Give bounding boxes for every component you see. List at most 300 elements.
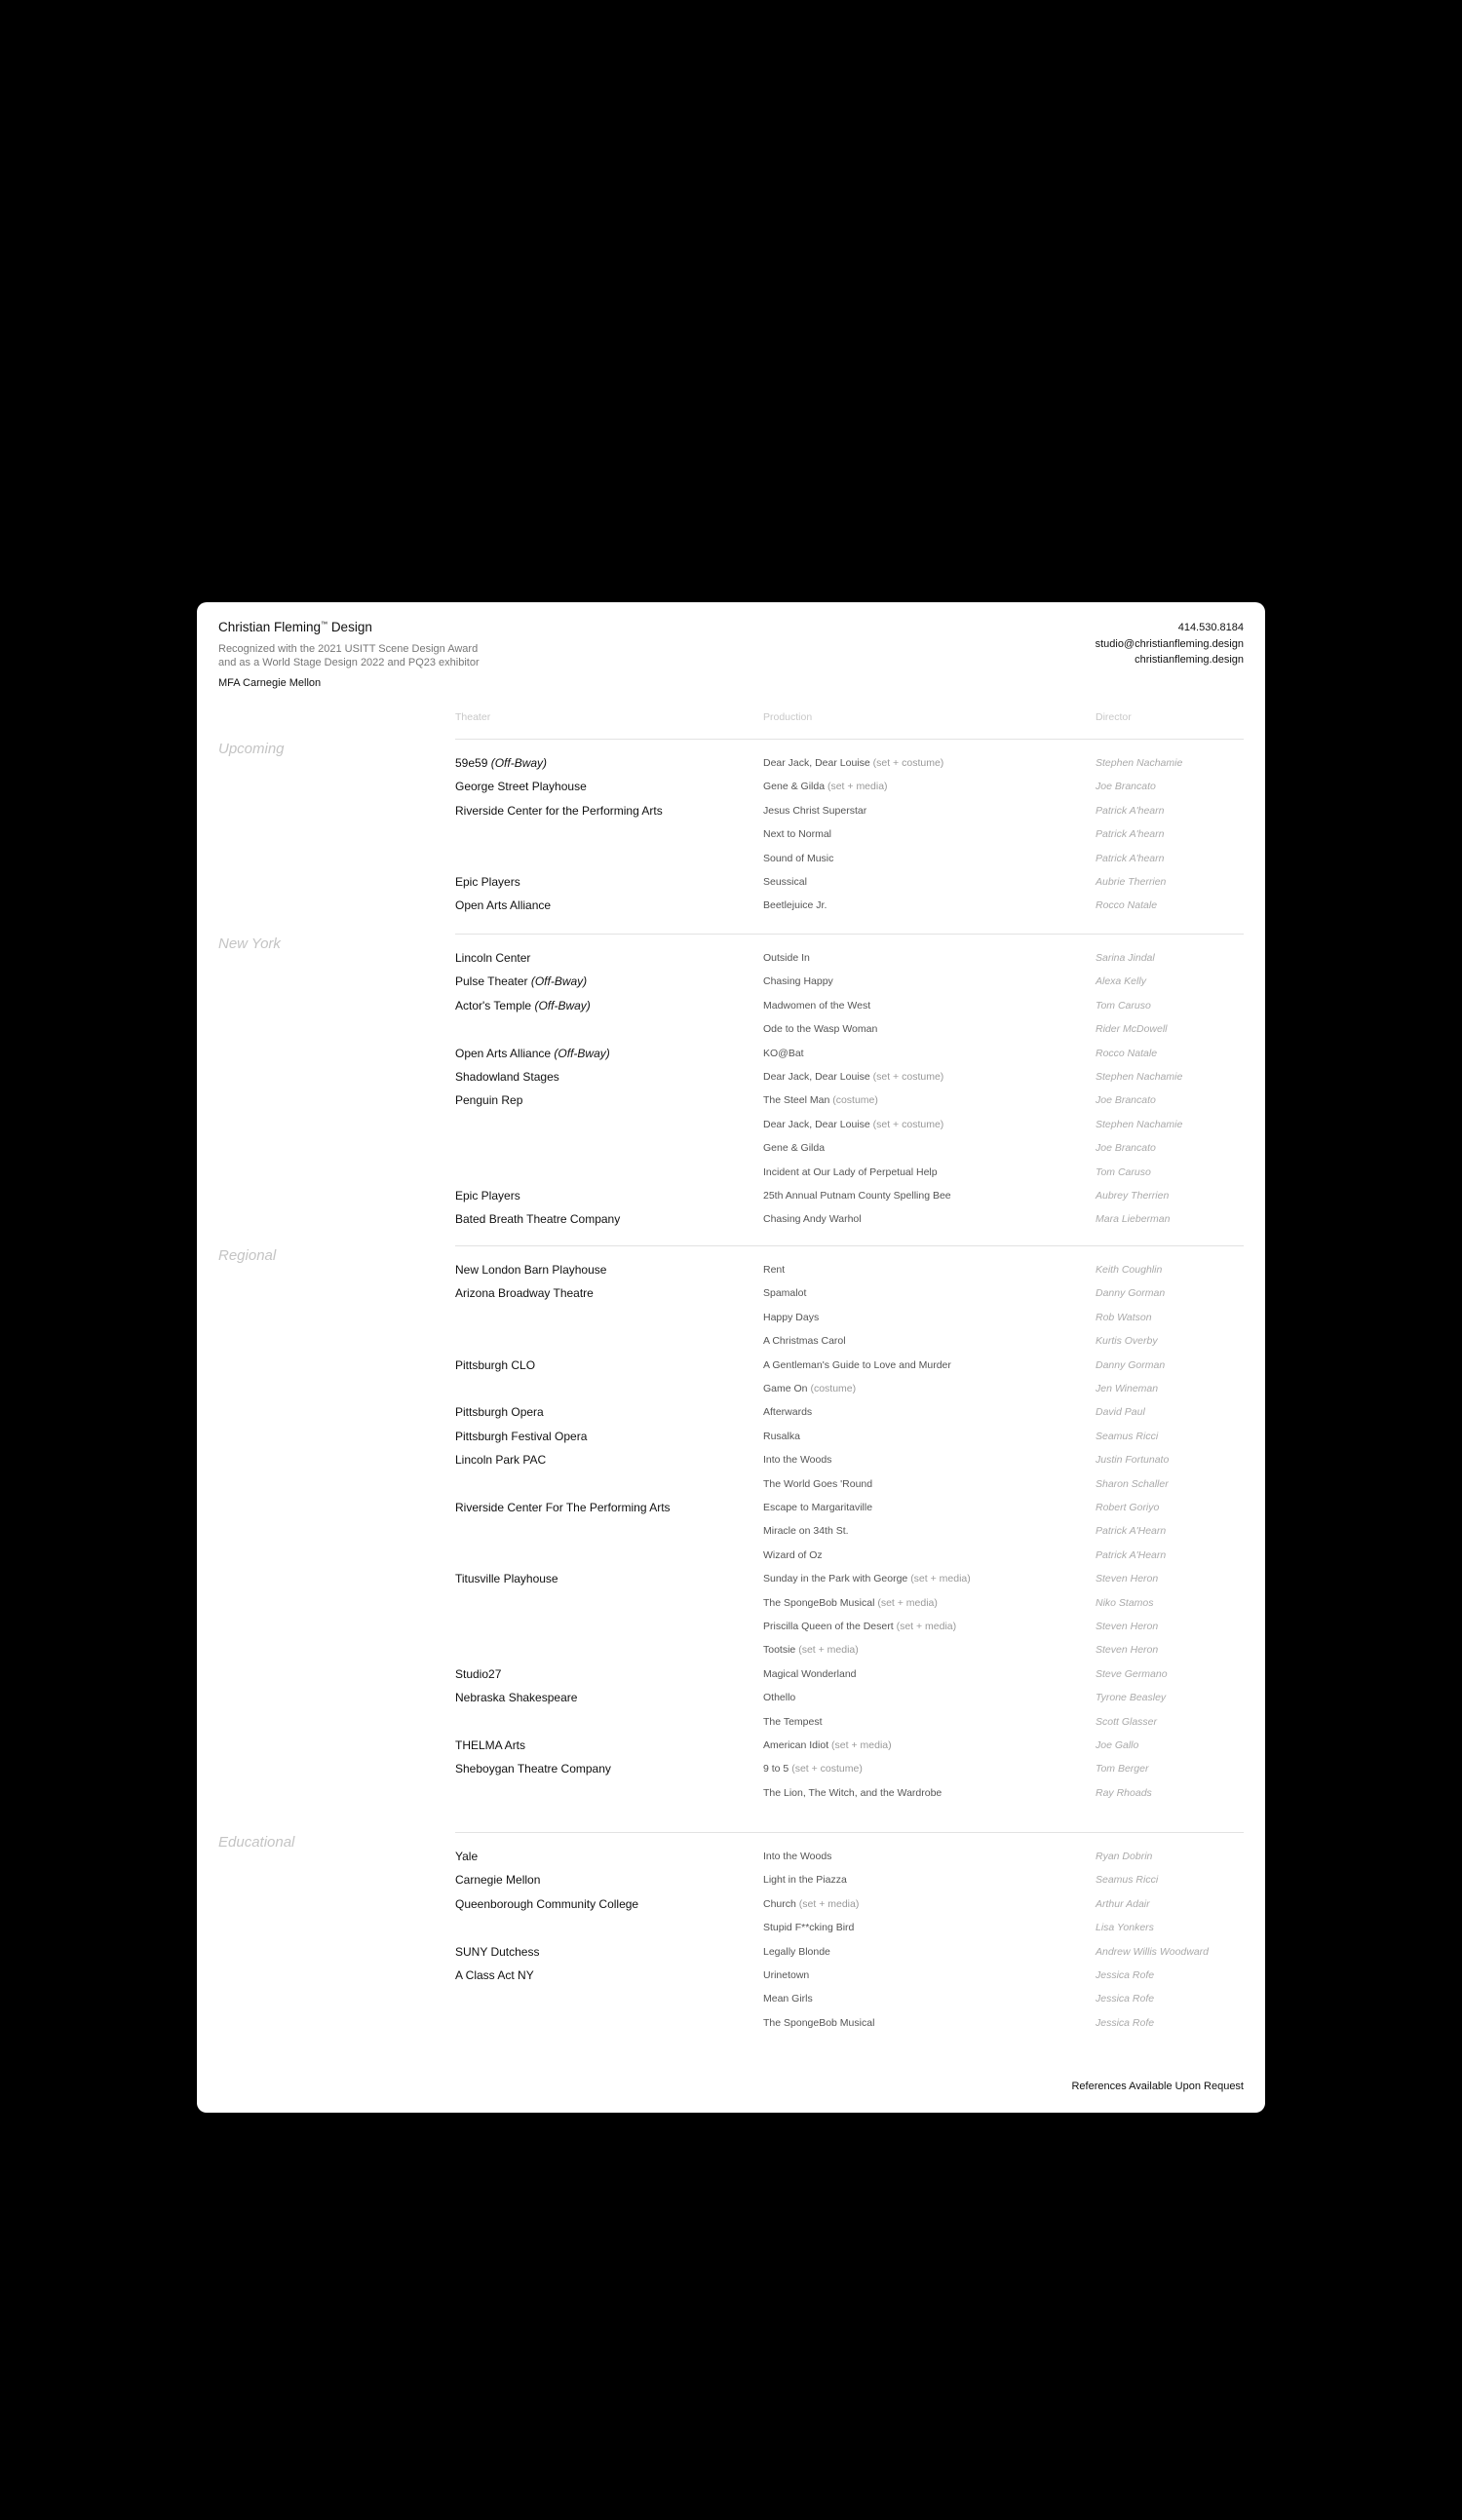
theater-name [455, 1572, 558, 1585]
production-title [763, 1312, 819, 1323]
production-title-text: Next to Normal [763, 828, 832, 841]
director-name: Joe Brancato [1096, 1094, 1156, 1107]
section-divider [455, 934, 1244, 935]
director-name: Stephen Nachamie [1096, 1071, 1183, 1083]
theater-name [455, 1738, 525, 1752]
production-title-text: Outside In [763, 952, 810, 964]
production-title-text: Stupid F**cking Bird [763, 1922, 855, 1934]
credit-row [197, 1405, 1265, 1425]
theater-name [455, 1968, 534, 1982]
director-name: Scott Glasser [1096, 1715, 1158, 1728]
credit-row [197, 1738, 1265, 1758]
production-title-text: Happy Days [763, 1311, 820, 1323]
theater-name-text: Pittsburgh Festival Opera [455, 1429, 588, 1443]
production-title [763, 1094, 878, 1106]
credit-row [197, 1643, 1265, 1662]
director-name: Tom Caruso [1096, 1165, 1151, 1178]
director-name: Jen Wineman [1096, 1383, 1159, 1394]
tagline-line-1: Recognized with the 2021 USITT Scene Design Award [218, 643, 479, 655]
production-title [763, 1851, 831, 1862]
production-title-text: American Idiot [763, 1739, 829, 1751]
theater-name [455, 1667, 501, 1681]
section-divider [455, 739, 1244, 740]
email-link[interactable]: studio@christianfleming.design [1095, 637, 1244, 650]
production-title [763, 1023, 877, 1035]
theater-name [455, 1358, 535, 1372]
production-title-text: Gene & Gilda [763, 1142, 826, 1155]
production-note: (set + media) [798, 1644, 859, 1657]
section-divider [455, 1245, 1244, 1246]
director-name: Justin Fortunato [1096, 1454, 1170, 1467]
column-header-theater: Theater [455, 711, 491, 723]
theater-name [455, 1093, 522, 1107]
header-contact [1096, 620, 1244, 668]
production-note: (set + media) [798, 1897, 860, 1910]
director-name: Steven Heron [1096, 1644, 1159, 1657]
credit-row [197, 1596, 1265, 1616]
production-title-text: Wizard of Oz [763, 1548, 823, 1561]
production-note: (set + costume) [872, 1118, 944, 1130]
theater-name-text: Studio27 [455, 1666, 502, 1681]
director-name: Jessica Rofe [1096, 1993, 1155, 2005]
production-title [763, 1525, 849, 1537]
director-name: Keith Coughlin [1096, 1264, 1163, 1276]
production-title [763, 1166, 938, 1178]
credit-row [197, 1968, 1265, 1988]
director-name: Alexa Kelly [1096, 975, 1146, 988]
credit-row [197, 1873, 1265, 1892]
theater-name [455, 875, 520, 889]
production-title [763, 1644, 859, 1656]
credit-row [197, 1022, 1265, 1042]
theater-name [455, 1405, 544, 1419]
tagline [218, 642, 480, 669]
production-title-text: A Gentleman's Guide to Love and Murder [763, 1358, 951, 1371]
director-name: Ryan Dobrin [1096, 1851, 1153, 1862]
director-name: Robert Goriyo [1096, 1502, 1160, 1513]
production-title-text: Sound of Music [763, 852, 834, 864]
credit-row [197, 756, 1265, 776]
director-name: Patrick A'hearn [1096, 852, 1165, 864]
production-title-text: 25th Annual Putnam County Spelling Bee [763, 1190, 951, 1202]
tagline-line-2: and as a World Stage Design 2022 and PQ23 exhibitor [218, 657, 480, 668]
theater-name-text: Yale [455, 1850, 479, 1863]
production-title [763, 1048, 804, 1059]
credit-row [197, 1786, 1265, 1806]
production-title [763, 899, 827, 911]
credit-row [197, 1118, 1265, 1137]
production-title-text: 9 to 5 [763, 1763, 789, 1775]
production-title-text: The Tempest [763, 1715, 823, 1728]
theater-name [455, 1070, 559, 1084]
theater-name [455, 898, 551, 912]
production-note: (set + media) [896, 1621, 957, 1632]
director-name: Joe Gallo [1096, 1739, 1139, 1751]
theater-name-text: Riverside Center For The Performing Arts [455, 1501, 671, 1514]
production-title-text: Rusalka [763, 1430, 800, 1442]
production-title-text: The Lion, The Witch, and the Wardrobe [763, 1786, 943, 1799]
director-name: Patrick A'hearn [1096, 828, 1165, 841]
production-title [763, 876, 807, 888]
credit-row [197, 1945, 1265, 1965]
production-title [763, 1383, 856, 1394]
director-name: David Paul [1096, 1406, 1145, 1419]
brand-name-text: Christian Fleming [218, 620, 322, 634]
credit-row [197, 1501, 1265, 1520]
theater-name [455, 1189, 520, 1203]
production-title-text: Gene & Gilda [763, 781, 826, 793]
theater-name-text: Pittsburgh CLO [455, 1357, 536, 1372]
director-name: Arthur Adair [1096, 1897, 1150, 1910]
theater-name [455, 756, 547, 770]
theater-name [455, 780, 587, 793]
theater-name-text: George Street Playhouse [455, 780, 587, 794]
director-name: Sharon Schaller [1096, 1477, 1169, 1490]
production-note: (set + costume) [791, 1763, 863, 1775]
director-name: Rocco Natale [1096, 899, 1158, 912]
credit-row [197, 1263, 1265, 1282]
theater-name-text: Carnegie Mellon [455, 1873, 541, 1888]
production-title [763, 2017, 874, 2029]
theater-qualifier: (Off-Bway) [490, 756, 548, 770]
production-title [763, 1213, 862, 1225]
director-name: Sarina Jindal [1096, 952, 1155, 964]
director-name: Aubrie Therrien [1096, 876, 1167, 888]
director-name: Seamus Ricci [1096, 1430, 1159, 1442]
phone-number[interactable]: 414.530.8184 [1177, 622, 1244, 633]
credit-row [197, 1093, 1265, 1113]
header-identity [218, 620, 480, 689]
credit-row [197, 1212, 1265, 1232]
production-title-text: Beetlejuice Jr. [763, 899, 827, 912]
production-title [763, 1549, 823, 1561]
production-title-text: Church [763, 1897, 796, 1910]
brand-name [218, 620, 480, 634]
production-title-text: Sunday in the Park with George [763, 1573, 908, 1585]
director-name: Seamus Ricci [1096, 1874, 1159, 1887]
credit-row [197, 852, 1265, 871]
theater-name-text: Epic Players [455, 875, 520, 889]
production-title [763, 1739, 892, 1751]
credit-row [197, 999, 1265, 1018]
production-title [763, 805, 866, 817]
production-title [763, 1787, 942, 1799]
production-title-text: Tootsie [763, 1644, 796, 1657]
theater-name [455, 1691, 577, 1704]
credit-row [197, 1286, 1265, 1306]
theater-name-text: Shadowland Stages [455, 1070, 559, 1084]
production-title [763, 828, 831, 840]
credit-row [197, 898, 1265, 918]
credit-row [197, 2016, 1265, 2036]
theater-name-text: Sheboygan Theatre Company [455, 1762, 611, 1776]
production-title [763, 1502, 872, 1513]
director-name: Aubrey Therrien [1096, 1190, 1170, 1202]
credit-row [197, 780, 1265, 799]
production-title-text: Rent [763, 1264, 786, 1276]
production-title-text: The SpongeBob Musical [763, 1596, 875, 1609]
director-name: Rocco Natale [1096, 1047, 1158, 1059]
credit-row [197, 1430, 1265, 1449]
theater-name [455, 951, 530, 965]
credit-row [197, 1047, 1265, 1066]
production-title [763, 1071, 943, 1083]
director-name: Andrew Willis Woodward [1096, 1945, 1210, 1958]
credit-row [197, 1382, 1265, 1401]
credit-row [197, 1897, 1265, 1917]
production-title [763, 1993, 813, 2005]
theater-name [455, 1501, 671, 1514]
director-name: Joe Brancato [1096, 1142, 1156, 1155]
credit-row [197, 804, 1265, 823]
production-title-text: A Christmas Carol [763, 1335, 846, 1348]
credit-row [197, 1691, 1265, 1710]
section-label-upcoming: Upcoming [218, 741, 285, 757]
credit-row [197, 1311, 1265, 1330]
production-title [763, 1573, 971, 1585]
theater-name [455, 1286, 594, 1300]
production-title [763, 1874, 847, 1886]
director-name: Tom Caruso [1096, 999, 1151, 1012]
production-title [763, 1922, 854, 1933]
production-title-text: Madwomen of the West [763, 999, 871, 1012]
theater-qualifier: (Off-Bway) [554, 1046, 610, 1060]
production-title-text: Spamalot [763, 1287, 807, 1300]
theater-name-text: Titusville Playhouse [455, 1572, 558, 1586]
director-name: Rob Watson [1096, 1311, 1152, 1323]
production-title-text: The World Goes 'Round [763, 1477, 873, 1490]
theater-name [455, 1850, 478, 1863]
production-title [763, 1000, 870, 1012]
credit-row [197, 1715, 1265, 1735]
production-title-text: Into the Woods [763, 1454, 832, 1467]
credit-row [197, 875, 1265, 895]
director-name: Kurtis Overby [1096, 1335, 1158, 1348]
director-name: Tom Berger [1096, 1763, 1149, 1775]
production-title [763, 781, 888, 792]
production-title-text: Jesus Christ Superstar [763, 804, 867, 817]
production-note: (set + media) [877, 1596, 938, 1609]
production-title [763, 1597, 938, 1609]
production-title [763, 1969, 809, 1981]
theater-name [455, 804, 663, 818]
director-name: Danny Gorman [1096, 1287, 1166, 1300]
director-name: Joe Brancato [1096, 781, 1156, 793]
production-title [763, 975, 833, 987]
production-title [763, 1668, 857, 1680]
production-title [763, 952, 810, 964]
production-title-text: KO@Bat [763, 1047, 804, 1059]
theater-name-text: THELMA Arts [455, 1738, 526, 1752]
credit-row [197, 1667, 1265, 1687]
credit-row [197, 974, 1265, 994]
production-note: (set + media) [827, 781, 888, 793]
director-name: Steven Heron [1096, 1573, 1159, 1585]
production-title-text: Dear Jack, Dear Louise [763, 757, 870, 769]
director-name: Danny Gorman [1096, 1358, 1166, 1371]
production-title-text: Escape to Margaritaville [763, 1502, 873, 1513]
theater-name-text: New London Barn Playhouse [455, 1263, 607, 1277]
director-name: Tyrone Beasley [1096, 1692, 1167, 1704]
theater-name-text: Arizona Broadway Theatre [455, 1286, 594, 1301]
theater-name [455, 1762, 611, 1775]
theater-name-text: Pulse Theater [455, 974, 528, 989]
theater-name-text: Open Arts Alliance [455, 898, 552, 913]
credit-row [197, 1453, 1265, 1472]
theater-name [455, 1430, 587, 1443]
theater-name [455, 1873, 540, 1887]
director-name: Stephen Nachamie [1096, 757, 1183, 769]
theater-name-text: 59e59 [455, 756, 488, 770]
credit-row [197, 1524, 1265, 1544]
director-name: Rider McDowell [1096, 1023, 1168, 1036]
director-name: Niko Stamos [1096, 1596, 1154, 1609]
credit-row [197, 951, 1265, 971]
theater-name [455, 974, 587, 988]
director-name: Jessica Rofe [1096, 1969, 1155, 1981]
section-divider [455, 1832, 1244, 1833]
credit-row [197, 1620, 1265, 1639]
production-title-text: Miracle on 34th St. [763, 1525, 849, 1538]
theater-name-text: Nebraska Shakespeare [455, 1691, 578, 1705]
theater-qualifier: (Off-Bway) [530, 974, 588, 989]
theater-name-text: A Class Act NY [455, 1968, 534, 1982]
production-note: (costume) [832, 1094, 878, 1107]
theater-name [455, 1945, 539, 1959]
theater-name [455, 999, 591, 1012]
credit-row [197, 1070, 1265, 1089]
production-title-text: The SpongeBob Musical [763, 2016, 875, 2029]
production-title-text: Priscilla Queen of the Desert [763, 1621, 894, 1632]
production-title [763, 1335, 846, 1347]
credit-row [197, 1762, 1265, 1781]
column-header-director: Director [1096, 711, 1132, 723]
section-label-educational: Educational [218, 1834, 295, 1851]
theater-name-text: Bated Breath Theatre Company [455, 1212, 621, 1227]
production-title [763, 1454, 831, 1466]
production-title [763, 1692, 795, 1703]
production-title-text: Game On [763, 1383, 808, 1394]
resume-card [197, 602, 1265, 2113]
production-title-text: Chasing Happy [763, 975, 833, 988]
theater-name-text: SUNY Dutchess [455, 1944, 540, 1959]
production-title-text: Incident at Our Lady of Perpetual Help [763, 1165, 938, 1178]
website-link[interactable]: christianfleming.design [1135, 654, 1244, 666]
production-title [763, 1406, 812, 1418]
credit-row [197, 1189, 1265, 1208]
production-note: (costume) [810, 1383, 857, 1394]
director-name: Jessica Rofe [1096, 2016, 1155, 2029]
director-name: Patrick A'hearn [1096, 804, 1165, 817]
production-title [763, 1287, 806, 1299]
theater-name-text: Actor's Temple [455, 998, 532, 1012]
credit-row [197, 1921, 1265, 1940]
production-title-text: Seussical [763, 876, 807, 888]
production-title [763, 1264, 785, 1276]
production-title-text: Light in the Piazza [763, 1874, 847, 1887]
production-title [763, 1763, 863, 1775]
production-title-text: Dear Jack, Dear Louise [763, 1071, 870, 1083]
production-title [763, 1142, 825, 1154]
production-note: (set + costume) [872, 757, 944, 769]
production-note: (set + costume) [872, 1071, 944, 1083]
column-header-production: Production [763, 711, 813, 723]
theater-name [455, 1263, 606, 1277]
credit-row [197, 1572, 1265, 1591]
production-title-text: Ode to the Wasp Woman [763, 1023, 878, 1036]
education: MFA Carnegie Mellon [218, 677, 322, 689]
theater-name [455, 1212, 620, 1226]
credit-row [197, 1850, 1265, 1869]
production-title [763, 1898, 859, 1910]
production-title [763, 1190, 951, 1202]
director-name: Stephen Nachamie [1096, 1118, 1183, 1130]
production-title-text: Magical Wonderland [763, 1667, 857, 1680]
theater-name [455, 1453, 546, 1467]
production-title-text: Mean Girls [763, 1993, 813, 2005]
production-title [763, 853, 833, 864]
theater-name-text: Queenborough Community College [455, 1896, 639, 1911]
production-title [763, 757, 943, 769]
production-title-text: Afterwards [763, 1406, 813, 1419]
trademark-mark: ™ [321, 621, 328, 629]
production-title [763, 1431, 800, 1442]
brand-suffix: Design [330, 620, 372, 634]
section-label-regional: Regional [218, 1247, 277, 1264]
theater-name-text: Lincoln Center [455, 951, 531, 965]
production-title-text: Dear Jack, Dear Louise [763, 1118, 870, 1130]
director-name: Lisa Yonkers [1096, 1922, 1154, 1934]
credit-row [197, 1992, 1265, 2011]
credit-row [197, 827, 1265, 847]
references-note: References Available Upon Request [1071, 2081, 1244, 2092]
theater-name-text: Open Arts Alliance [455, 1046, 552, 1060]
production-title [763, 1946, 830, 1958]
theater-name [455, 1047, 610, 1060]
theater-name-text: Riverside Center for the Performing Arts [455, 803, 663, 818]
production-title-text: The Steel Man [763, 1094, 830, 1107]
director-name: Ray Rhoads [1096, 1786, 1152, 1799]
production-title [763, 1359, 951, 1371]
director-name: Patrick A'Hearn [1096, 1525, 1167, 1538]
production-title [763, 1621, 956, 1632]
credit-row [197, 1334, 1265, 1354]
production-title [763, 1716, 823, 1728]
director-name: Mara Lieberman [1096, 1213, 1171, 1226]
theater-qualifier: (Off-Bway) [534, 998, 591, 1012]
production-title-text: Chasing Andy Warhol [763, 1213, 862, 1226]
theater-name-text: Pittsburgh Opera [455, 1405, 544, 1420]
section-label-new-york: New York [218, 935, 281, 952]
credit-row [197, 1141, 1265, 1161]
credit-row [197, 1548, 1265, 1568]
director-name: Steven Heron [1096, 1621, 1159, 1632]
production-title-text: Urinetown [763, 1969, 810, 1981]
director-name: Steve Germano [1096, 1667, 1168, 1680]
theater-name-text: Lincoln Park PAC [455, 1453, 547, 1468]
theater-name-text: Epic Players [455, 1189, 520, 1203]
production-note: (set + media) [910, 1573, 971, 1585]
production-title-text: Into the Woods [763, 1851, 832, 1862]
production-title [763, 1478, 872, 1490]
production-title [763, 1119, 943, 1130]
production-title-text: Othello [763, 1692, 796, 1704]
production-title-text: Legally Blonde [763, 1945, 830, 1958]
theater-name-text: Penguin Rep [455, 1093, 523, 1108]
credit-row [197, 1477, 1265, 1497]
director-name: Patrick A'Hearn [1096, 1548, 1167, 1561]
production-note: (set + media) [831, 1739, 892, 1751]
